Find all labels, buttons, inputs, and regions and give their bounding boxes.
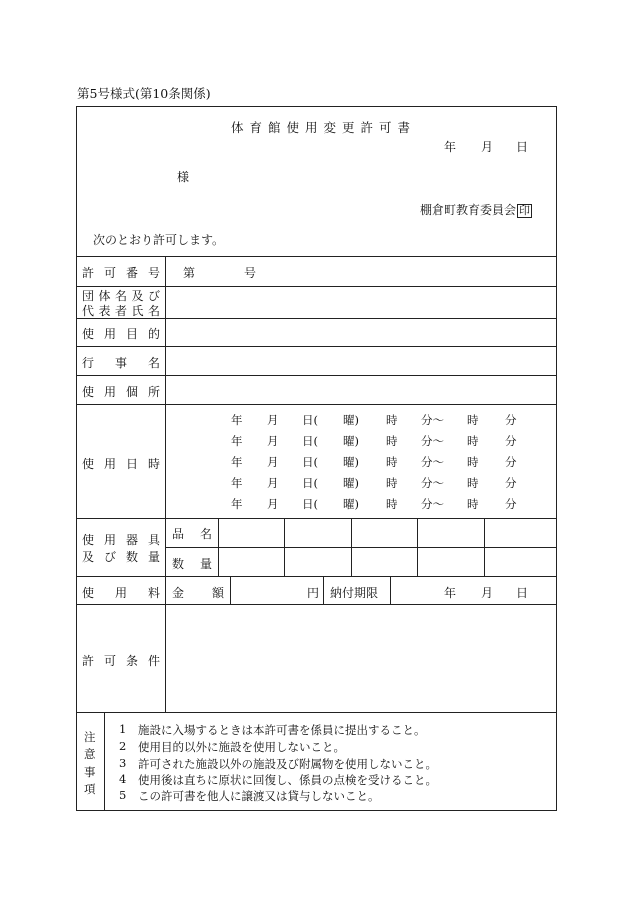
due-year: 年 — [444, 586, 457, 600]
conditions-label: 許可条件 — [82, 654, 160, 668]
notes-label-char: 注 — [84, 730, 96, 744]
datetime-token: 時 — [386, 497, 398, 511]
equipment-label-line1: 使用器具 — [82, 533, 160, 547]
datetime-token: 月 — [267, 455, 279, 469]
datetime-token: 曜) — [343, 476, 359, 490]
statement: 次のとおり許可します。 — [93, 233, 225, 247]
datetime-token: 曜) — [343, 434, 359, 448]
note-number: 3 — [119, 756, 127, 770]
datetime-token: 曜) — [343, 455, 359, 469]
datetime-token: 時 — [386, 476, 398, 490]
purpose-label: 使用目的 — [82, 327, 160, 341]
datetime-token: 年 — [231, 497, 243, 511]
issuer — [420, 201, 532, 218]
note-text: 使用目的以外に施設を使用しないこと。 — [138, 740, 345, 754]
seal-mark: 印 — [519, 204, 531, 217]
datetime-token: 年 — [231, 413, 243, 427]
datetime-token: 時 — [467, 413, 479, 427]
datetime-token: 時 — [386, 413, 398, 427]
datetime-token: 年 — [231, 434, 243, 448]
note-text: この許可書を他人に譲渡又は貸与しないこと。 — [138, 789, 380, 803]
form-id: 第5号様式(第10条関係) — [77, 86, 211, 101]
event-label: 行事名 — [82, 356, 160, 370]
datetime-token: 月 — [267, 434, 279, 448]
notes-label-char: 項 — [84, 782, 96, 796]
datetime-token: 時 — [467, 476, 479, 490]
item-name-label: 品名 — [172, 527, 212, 541]
datetime-token: 時 — [467, 497, 479, 511]
fee-label: 使用料 — [82, 586, 160, 600]
group-label-line2: 代表者氏名 — [82, 304, 160, 318]
datetime-token: 日( — [302, 413, 318, 427]
permit-no-suffix: 号 — [244, 266, 257, 280]
note-number: 4 — [119, 772, 127, 786]
addressee-suffix: 様 — [177, 170, 190, 184]
permit-no-prefix: 第 — [183, 266, 196, 280]
datetime-token: 日( — [302, 497, 318, 511]
note-text: 使用後は直ちに原状に回復し、係員の点検を受けること。 — [138, 773, 437, 787]
datetime-token: 月 — [267, 476, 279, 490]
header-date-day: 日 — [516, 140, 529, 154]
datetime-token: 分 — [505, 413, 517, 427]
datetime-token: 分 — [505, 476, 517, 490]
datetime-token: 時 — [467, 434, 479, 448]
datetime-token: 分〜 — [421, 413, 444, 427]
datetime-token: 月 — [267, 413, 279, 427]
form-title: 体育館使用変更許可書 — [231, 120, 417, 135]
fee-yen: 円 — [307, 586, 320, 600]
location-label: 使用個所 — [82, 385, 160, 399]
datetime-token: 日( — [302, 476, 318, 490]
due-day: 日 — [516, 586, 529, 600]
datetime-token: 分 — [505, 497, 517, 511]
datetime-token: 年 — [231, 455, 243, 469]
datetime-token: 分〜 — [421, 476, 444, 490]
permit-no-label: 許可番号 — [82, 266, 160, 280]
datetime-token: 日( — [302, 455, 318, 469]
datetime-token: 時 — [467, 455, 479, 469]
note-text: 施設に入場するときは本許可書を係員に提出すること。 — [138, 723, 426, 737]
header-date-month: 月 — [481, 140, 494, 154]
datetime-token: 分 — [505, 434, 517, 448]
fee-amount-label: 金額 — [172, 586, 224, 600]
datetime-token: 曜) — [343, 413, 359, 427]
equipment-label-line2: 及び数量 — [82, 550, 160, 564]
datetime-token: 分〜 — [421, 455, 444, 469]
datetime-token: 月 — [267, 497, 279, 511]
header-date-year: 年 — [444, 140, 457, 154]
datetime-token: 日( — [302, 434, 318, 448]
note-text: 許可された施設以外の施設及び附属物を使用しないこと。 — [138, 757, 437, 771]
note-number: 2 — [119, 739, 127, 753]
datetime-token: 時 — [386, 434, 398, 448]
note-number: 5 — [119, 788, 127, 802]
datetime-token: 時 — [386, 455, 398, 469]
notes-label-char: 意 — [84, 747, 96, 761]
group-label-line1: 団体名及び — [82, 289, 160, 303]
datetime-token: 分〜 — [421, 497, 444, 511]
datetime-token: 曜) — [343, 497, 359, 511]
due-month: 月 — [481, 586, 494, 600]
note-number: 1 — [119, 722, 127, 736]
datetime-token: 分 — [505, 455, 517, 469]
datetime-token: 分〜 — [421, 434, 444, 448]
due-date-label: 納付期限 — [330, 586, 379, 600]
quantity-label: 数量 — [172, 557, 212, 571]
issuer-name: 棚倉町教育委員会 — [420, 203, 517, 217]
datetime-token: 年 — [231, 476, 243, 490]
datetime-label: 使用日時 — [82, 457, 160, 471]
notes-label-char: 事 — [84, 765, 96, 779]
